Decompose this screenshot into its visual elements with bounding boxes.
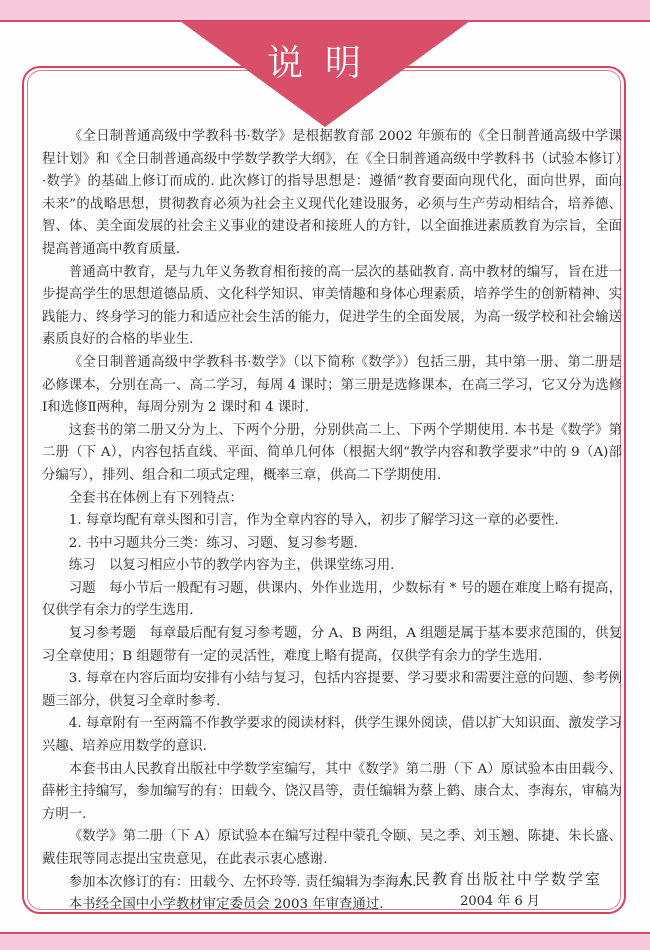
- signature-date: 2004 年 6 月: [460, 894, 540, 909]
- term-definition: [42, 578, 622, 623]
- list-item: 1. 每章均配有章头图和引言，作为全章内容的导入，初步了解学习这一章的必要性.: [68, 513, 559, 529]
- signature-publisher: 人民教育出版社中学数学室: [397, 870, 602, 888]
- term-text: 每小节后一般配有习题，供课内、外作业选用，少数标有 * 号的题在难度上略有提高，仅供学有余力的学生选用.: [42, 580, 622, 619]
- paragraph: 《数学》第二册（下 A）原试验本在编写过程中蒙孔令颐、吴之季、刘玉翘、陈捷、朱长盛、戴佳珉等同志提出宝贵意见，在此表示衷心感谢.: [42, 829, 622, 867]
- top-decorative-band: [0, 0, 650, 22]
- paragraph: 普通高中教育，是与九年义务教育相衔接的高一层次的基础教育. 高中教材的编写，旨在进一步提高学生的思想道德品质、文化科学知识、审美情趣和身体心理素质，培养学生的创新精神、实践能力、终身学习的能力和适应社会生活的能力，促进学生的全面发展，为高一级学校和社会输送素质良好的合格的毕业生.: [42, 264, 622, 348]
- document-body: [42, 126, 622, 917]
- paragraph: 全套书在体例上有下列特点：: [68, 490, 243, 506]
- paragraph: 这套书的第二册又分为上、下两个分册，分别供高二上、下两个学期使用. 本书是《数学》第二册（下 A），内容包括直线、平面、简单几何体（根据大纲“教学内容和教学要求”中的 9（A)部分编写），排列、组合和二项式定理，概率三章，供高二下学期使用.: [42, 422, 622, 483]
- bottom-decorative-band: [0, 932, 650, 950]
- paragraph: 参加本次修订的有：田载今、左怀玲等. 责任编辑为李海东.: [68, 874, 417, 890]
- paragraph: 《全日制普通高级中学教科书·数学》（以下简称《数学》）包括三册，其中第一册、第二册是必修课本，分别在高一、高二学习，每周 4 课时；第三册是选修课本，在高三学习，它又分为选修Ⅰ和选修Ⅱ两种，每周分别为 2 课时和 4 课时.: [42, 354, 622, 416]
- page-title: 说明: [266, 43, 383, 84]
- term-text: 以复习相应小节的教学内容为主，供课堂练习用.: [108, 558, 395, 574]
- paragraph: 《全日制普通高级中学教科书·数学》是根据教育部 2002 年颁布的《全日制普通高级中学课程计划》和《全日制普通高级中学数学教学大纲》，在《全日制普通高级中学教科书（试验本修订）·数学》的基础上修订而成的. 此次修订的指导思想是：遵循“教育要面向现代化，面向世界，面向未来”的战略思想，贯彻教育必须为社会主义现代化建设服务，必须与生产劳动相结合，培养德、智、体、美全面发展的社会主义事业的建设者和接班人的方针，以全面推进素质教育为宗旨，全面提高普通高中教育质量.: [42, 129, 622, 257]
- term-definition: [42, 623, 622, 668]
- list-item: 4. 每章附有一至两篇不作教学要求的阅读材料，供学生课外阅读，借以扩大知识面、激发学习兴趣、培养应用数学的意识.: [42, 716, 622, 755]
- term-label: 复习参考题: [68, 626, 137, 642]
- list-item: 3. 每章在内容后面均安排有小结与复习，包括内容提要、学习要求和需要注意的问题、参考例题三部分，供复习全章时参考.: [42, 671, 622, 709]
- term-label: 练习: [68, 558, 96, 574]
- term-label: 习题: [68, 580, 96, 596]
- paragraph: 本书经全国中小学教材审定委员会 2003 年审查通过.: [68, 897, 384, 913]
- list-item: 2. 书中习题共分三类：练习、习题、复习参考题.: [68, 535, 358, 551]
- term-text: 每章最后配有复习参考题，分 A、B 两组，A 组题是属于基本要求范围的，供复习全章使用；B 组题带有一定的灵活性，难度上略有提高，仅供学有余力的学生选用.: [42, 626, 623, 664]
- paragraph: 本套书由人民教育出版社中学数学室编写，其中《数学》第二册（下 A）原试验本由田载今、薛彬主持编写，参加编写的有：田载今、饶汉昌等，责任编辑为蔡上鹤、康合太、李海东，审稿为方明一.: [42, 761, 622, 822]
- term-definition: [42, 555, 622, 578]
